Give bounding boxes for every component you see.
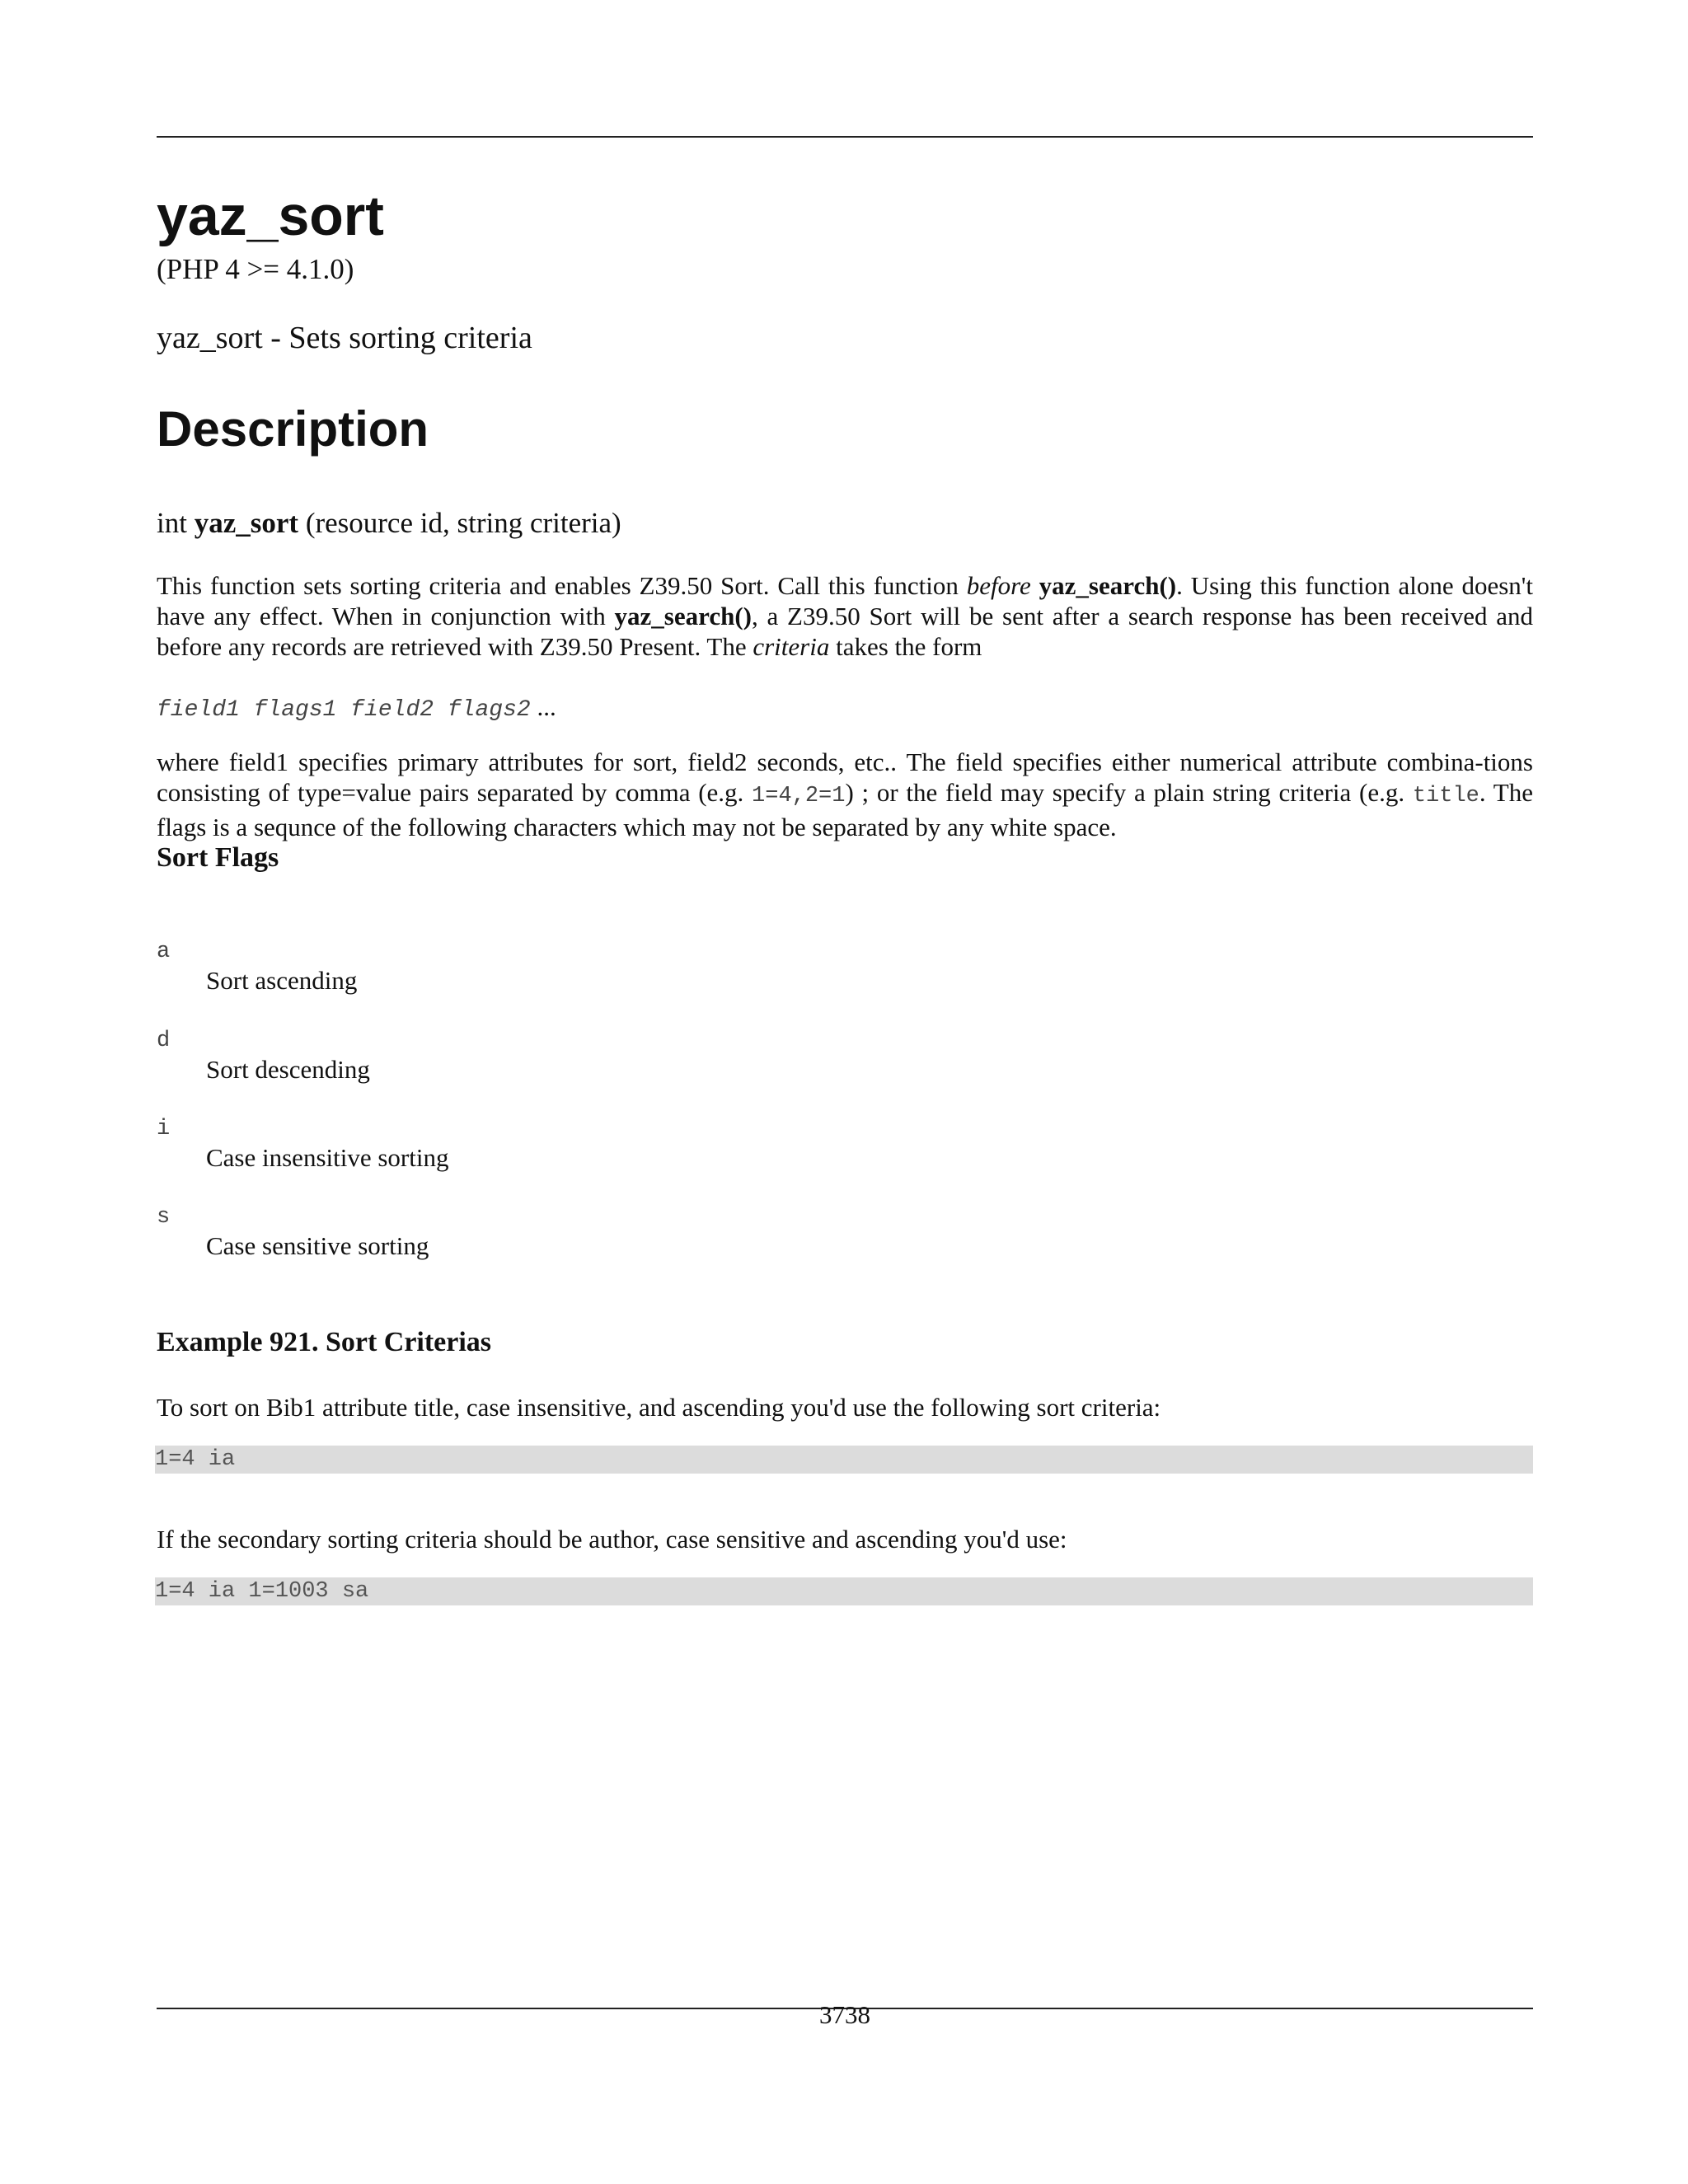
function-link-yaz-search[interactable]: yaz_search() <box>1039 571 1177 600</box>
description-heading: Description <box>157 401 429 457</box>
field-paragraph <box>157 747 1533 842</box>
criteria-form <box>157 692 556 723</box>
text-run: ) ; or the field may specify a plain string criteria (e.g. <box>845 778 1413 807</box>
function-synopsis <box>157 508 621 540</box>
text-run: This function sets sorting criteria and enables Z39.50 Sort. Call this function <box>157 571 967 600</box>
example-text: If the secondary sorting criteria should be author, case sensitive and ascending you'd use: <box>157 1525 1067 1554</box>
flag-term: s <box>157 1205 171 1230</box>
flag-description: Case sensitive sorting <box>206 1231 429 1260</box>
code-block: 1=4 ia 1=1003 sa <box>155 1577 1533 1605</box>
text-run: . Using this function alone doesn't have any effect. When in conjunction with <box>157 571 1533 630</box>
text-run <box>1031 571 1039 600</box>
flag-term: d <box>157 1029 171 1053</box>
header-rule <box>157 136 1533 138</box>
emphasis-criteria: criteria <box>753 632 830 661</box>
page-number: 3738 <box>819 2000 870 2029</box>
function-link-yaz-search[interactable]: yaz_search() <box>614 602 752 630</box>
emphasis-before: before <box>966 571 1031 600</box>
code-block: 1=4 ia <box>155 1446 1533 1474</box>
example-text: To sort on Bib1 attribute title, case insensitive, and ascending you'd use the following sort criteria: <box>157 1393 1161 1422</box>
version-info: (PHP 4 >= 4.1.0) <box>157 253 354 285</box>
description-paragraph <box>157 570 1533 662</box>
function-params: (resource id, string criteria) <box>305 507 621 539</box>
text-run: takes the form <box>829 632 982 661</box>
refentry-purpose: yaz_sort - Sets sorting criteria <box>157 321 532 355</box>
function-name: yaz_sort <box>194 507 299 539</box>
document-page <box>157 0 1533 2184</box>
criteria-form-code: field1 flags1 field2 flags2 <box>157 697 531 723</box>
inline-code: 1=4,2=1 <box>752 784 846 808</box>
inline-code: title <box>1412 784 1479 808</box>
flag-description: Sort descending <box>206 1055 370 1084</box>
refentry-title: yaz_sort <box>157 185 384 247</box>
criteria-form-tail: ... <box>530 692 556 721</box>
return-type: int <box>157 507 187 539</box>
example-title: Example 921. Sort Criterias <box>157 1327 492 1357</box>
sort-flags-heading: Sort Flags <box>157 842 279 873</box>
text-run: , a Z39.50 Sort will be sent after a search response has been received and before any records are retrieved with Z39.50 Present. The <box>157 602 1534 661</box>
flag-term: a <box>157 940 171 964</box>
flag-term: i <box>157 1117 171 1141</box>
flag-description: Sort ascending <box>206 966 358 995</box>
flag-description: Case insensitive sorting <box>206 1143 449 1172</box>
text-run: where field1 specifies primary attributes for sort, field2 seconds, etc.. The field specifies either numerical attribute combina-tions consisting of type=value pairs separated by comma (e.g. <box>157 748 1533 807</box>
text-run: . The flags is a sequnce of the following characters which may not be separated by any white space. <box>157 778 1533 841</box>
